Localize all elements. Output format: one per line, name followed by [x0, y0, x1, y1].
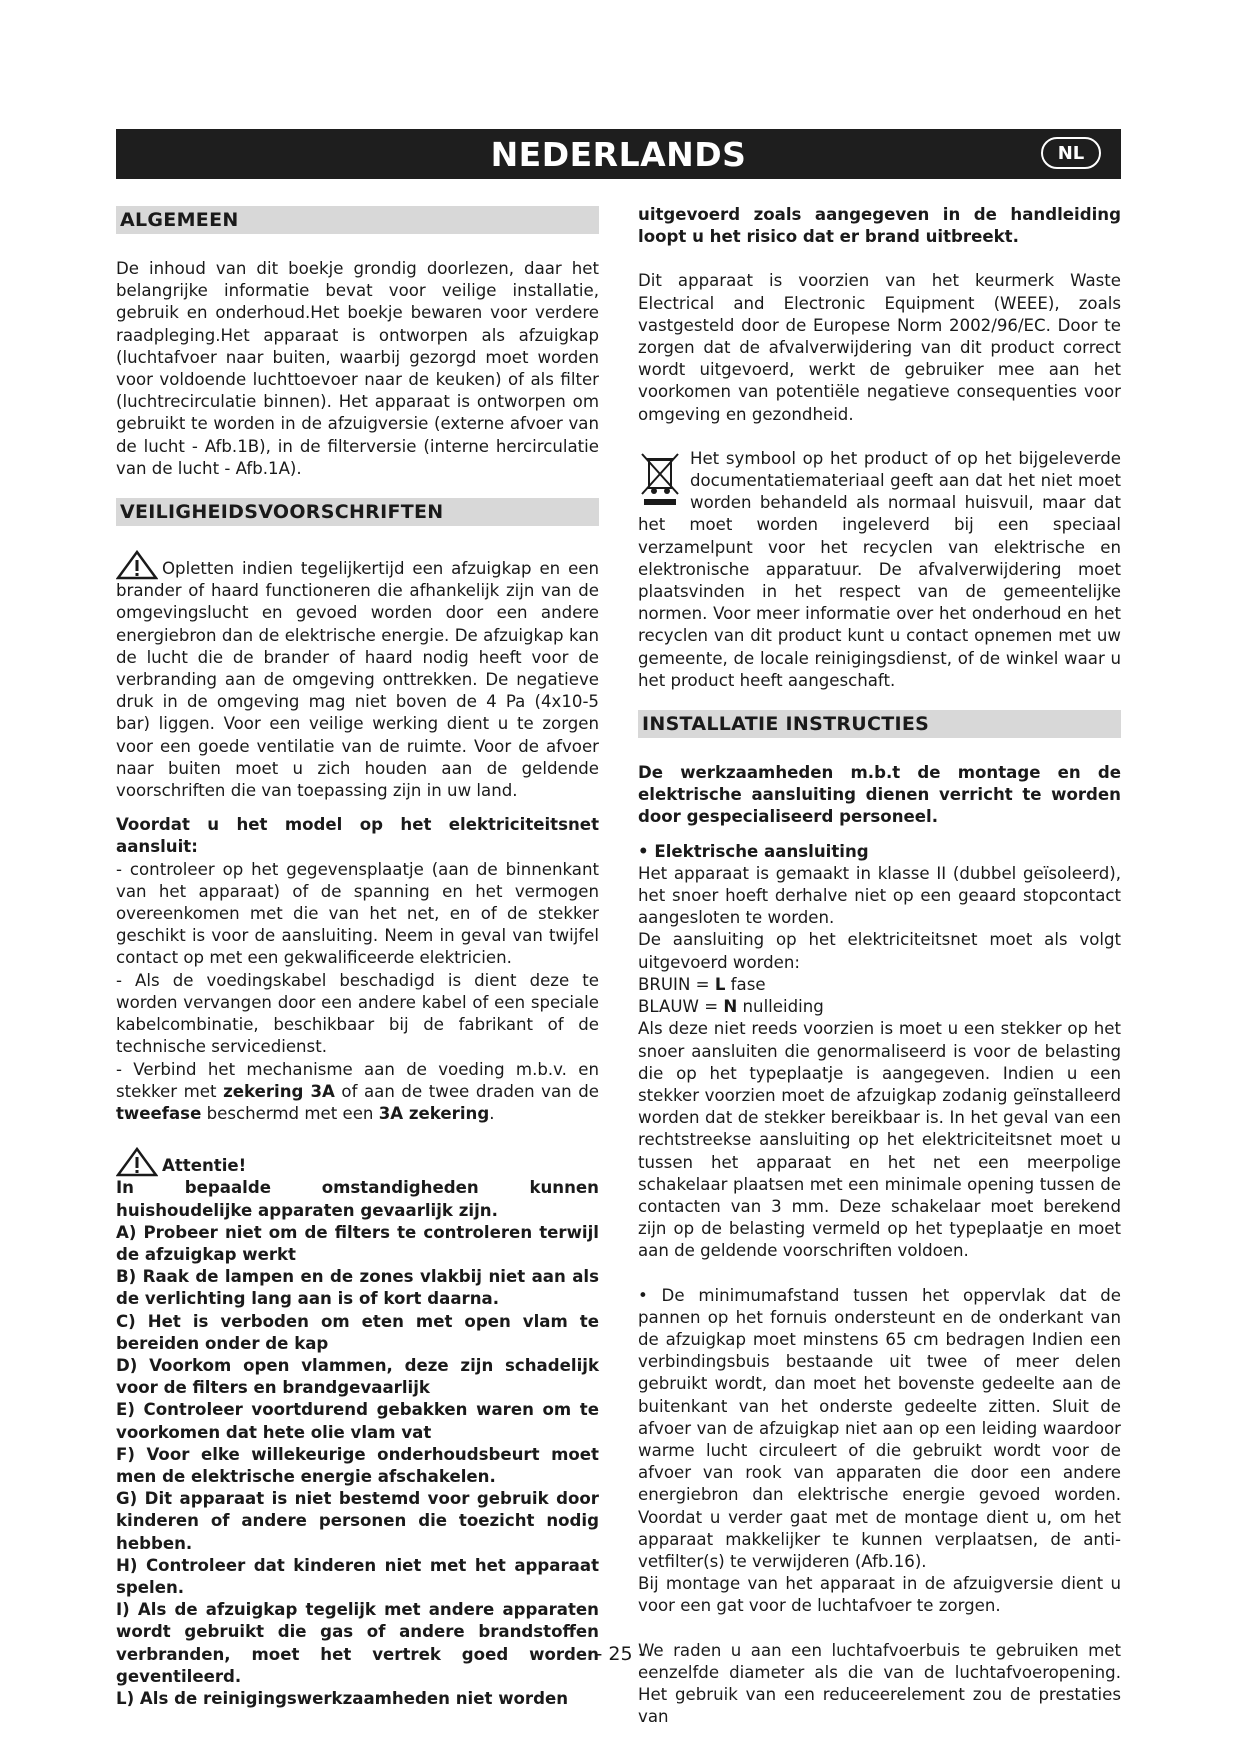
- afzuigversie-text: Bij montage van het apparaat in de afzuigversie dient u voor een gat voor de luchtafvoer te zorgen.: [638, 1574, 1121, 1616]
- left-column: [116, 200, 599, 1710]
- symbol-paragraph: [638, 448, 1121, 692]
- continued-warning: uitgevoerd zoals aangegeven in de handleiding loopt u het risico dat er brand uitbreekt.: [638, 205, 1121, 247]
- attentie-item: C) Het is verboden om eten met open vlam te bereiden onder de kap: [116, 1311, 599, 1353]
- veiligheid-text: Opletten indien tegelijkertijd een afzuigkap en een brander of haard functioneren die afhankelijk zijn van de omgevingslucht en gevoed worden door een andere energiebron dan de elektrische energie. De afzuigkap kan de lucht die de brander of haard nodig heeft voor de verbranding aan de omgeving onttrekken. De negatieve druk in de omgeving mag niet boven de 4 Pa (4x10-5 bar) liggen. Voor een veilige werking dient u te zorgen voor een goede ventilatie van de ruimte. Voor de afvoer naar buiten moet u zich houden aan de geldende voorschriften die van toepassing zijn in uw land.: [116, 559, 599, 801]
- attentie-item: D) Voorkom open vlammen, deze zijn schadelijk voor de filters en brandgevaarlijk: [116, 1355, 599, 1398]
- voordat-item-3: - Verbind het mechanisme aan de voeding m.b.v. en stekker met zekering 3A of aan de twee draden van de tweefase beschermd met een 3A zekering.: [116, 1059, 599, 1123]
- elektrische-text-3: Als deze niet reeds voorzien is moet u een stekker op het snoer aansluiten die genormaliseerd is voor de belasting die op het typeplaatje is aangegeven. Indien u een stekker voorzien moet de afzuigkap zodanig geïnstalleerd worden dat de stekker bereikbaar is. In het geval van een rechtstreekse aansluiting op het elektriciteitsnet moet u tussen het apparaat en het net een meerpolige schakelaar plaatsen met een minimale opening tussen de contacten van 3 mm. Deze schakelaar moet berekend zijn op de belasting vermeld op het typeplaatje en moet aan de geldende voorschriften voldoen.: [638, 1019, 1121, 1261]
- right-column: [638, 204, 1121, 1728]
- attentie-item: In bepaalde omstandigheden kunnen huishoudelijke apparaten gevaarlijk zijn.: [116, 1178, 599, 1220]
- installatie-bold: De werkzaamheden m.b.t de montage en de elektrische aansluiting dienen verricht te worden door gespecialiseerd personeel.: [638, 763, 1121, 827]
- elektrische-aansluiting-title: • Elektrische aansluiting: [638, 841, 869, 861]
- section-header-installatie: INSTALLATIE INSTRUCTIES: [638, 710, 1121, 738]
- symbol-text: Het symbool op het product of op het bijgeleverde documentatiemateriaal geeft aan dat het niet moet worden behandeld als normaal huisvuil, maar dat het moet worden ingeleverd bij een speciaal verzamelpunt voor het recyclen van elektrische en elektronische apparatuur. De afvalverwijdering moet plaatsvinden in het respect van de gemeentelijke normen. Voor meer informatie over het onderhoud en het recyclen van dit product kunt u contact opnemen met uw gemeente, de locale reinigingsdienst, of de winkel waar u het product heeft aangeschaft.: [638, 448, 1121, 690]
- veiligheid-paragraph: [116, 550, 599, 802]
- attentie-item: H) Controleer dat kinderen niet met het apparaat spelen.: [116, 1555, 599, 1597]
- attentie-item: B) Raak de lampen en de zones vlakbij niet aan als de verlichting lang aan is of kort daarna.: [116, 1267, 599, 1309]
- warning-triangle-icon: [116, 550, 158, 580]
- attentie-list: [116, 1177, 599, 1710]
- banner-title: NEDERLANDS: [490, 134, 747, 174]
- attentie-item: I) Als de afzuigkap tegelijk met andere apparaten wordt gebruikt die gas of andere brandstoffen verbranden, moet het vertrek goed worden geventileerd.: [116, 1600, 599, 1686]
- voordat-item-1: - controleer op het gegevensplaatje (aan de binnenkant van het apparaat) of de spanning en het vermogen overeenkomen met die van het net, en of de stekker geschikt is voor de aansluiting. Neem in geval van twijfel contact op met een gekwalificeerde elektricien.: [116, 859, 599, 968]
- attentie-item: E) Controleer voortdurend gebakken waren om te voorkomen dat hete olie vlam vat: [116, 1400, 599, 1442]
- attentie-row: [116, 1147, 599, 1177]
- attentie-item: G) Dit apparaat is niet bestemd voor gebruik door kinderen of andere personen die toezicht nodig hebben.: [116, 1489, 599, 1553]
- page-number: - 25 -: [595, 1643, 646, 1665]
- minimumafstand-text: • De minimumafstand tussen het oppervlak dat de pannen op het fornuis ondersteunt en de onderkant van de afzuigkap moet minstens 65 cm bedragen Indien een verbindingsbuis bestaande uit twee of meer delen gebruikt wordt, dan moet het bovenste gedeelte aan de buitenkant van het onderste gedeelte zitten. Sluit de afvoer van de afzuigkap niet aan op een leiding waardoor warme lucht circuleert of die gebruikt wordt voor de afvoer van rook van apparaten die door een andere energiebron dan elektrische energie gevoed worden. Voordat u verder gaat met de montage dient u, om het apparaat makkelijker te kunnen verplaatsen, de anti-vetfilter(s) te verwijderen (Afb.16).: [638, 1285, 1121, 1571]
- blauw-line: BLAUW = N nulleiding: [638, 997, 824, 1017]
- elektrische-text-2: De aansluiting op het elektriciteitsnet moet als volgt uitgevoerd worden:: [638, 930, 1121, 972]
- attentie-label: Attentie!: [162, 1156, 247, 1176]
- elektrische-text-1: Het apparaat is gemaakt in klasse II (dubbel geïsoleerd), het snoer hoeft derhalve niet op een geaard stopcontact aangesloten te worden.: [638, 863, 1121, 928]
- luchtafvoerbuis-text: We raden u aan een luchtafvoerbuis te gebruiken met eenzelfde diameter als die van de luchtafvoeropening. Het gebruik van een reduceerelement zou de prestaties van: [638, 1640, 1121, 1727]
- nl-badge: NL: [1041, 137, 1101, 169]
- warning-triangle-icon: [116, 1147, 158, 1177]
- attentie-item: F) Voor elke willekeurige onderhoudsbeurt moet men de elektrische energie afschakelen.: [116, 1444, 599, 1486]
- algemeen-text: De inhoud van dit boekje grondig doorlezen, daar het belangrijke informatie bevat voor veilige installatie, gebruik en onderhoud.Het boekje bewaren voor verdere raadpleging.Het apparaat is ontworpen als afzuigkap (luchtafvoer naar buiten, waarbij gezorgd moet worden voor voldoende luchttoevoer naar de keuken) of als filter (luchtrecirculatie binnen). Het apparaat is ontworpen om gebruikt te worden in de afzuigversie (externe afvoer van de lucht - Afb.1B), in de filterversie (interne hercirculatie van de lucht - Afb.1A).: [116, 259, 599, 478]
- section-header-veiligheid: VEILIGHEIDSVOORSCHRIFTEN: [116, 498, 599, 526]
- weee-bin-icon: [638, 450, 682, 506]
- attentie-item: A) Probeer niet om de filters te controleren terwijl de afzuigkap werkt: [116, 1222, 599, 1264]
- attentie-item: L) Als de reinigingswerkzaamheden niet worden: [116, 1688, 569, 1708]
- bruin-line: BRUIN = L fase: [638, 974, 766, 994]
- voordat-item-2: - Als de voedingskabel beschadigd is dient deze te worden vervangen door een andere kabel of een speciale kabelcombinatie, beschikbaar bij de fabrikant of de technische servicedienst.: [116, 970, 599, 1057]
- voordat-title: Voordat u het model op het elektriciteitsnet aansluit:: [116, 815, 599, 857]
- language-banner: [116, 129, 1121, 179]
- section-header-algemeen: ALGEMEEN: [116, 206, 599, 234]
- weee-text: Dit apparaat is voorzien van het keurmerk Waste Electrical and Electronic Equipment (WEEE), zoals vastgesteld door de Europese Norm 2002/96/EC. Door te zorgen dat de afvalverwijdering van dit product correct wordt uitgevoerd, werkt de gebruiker mee aan het voorkomen van potentiële negatieve consequenties voor omgeving en gezondheid.: [638, 271, 1121, 424]
